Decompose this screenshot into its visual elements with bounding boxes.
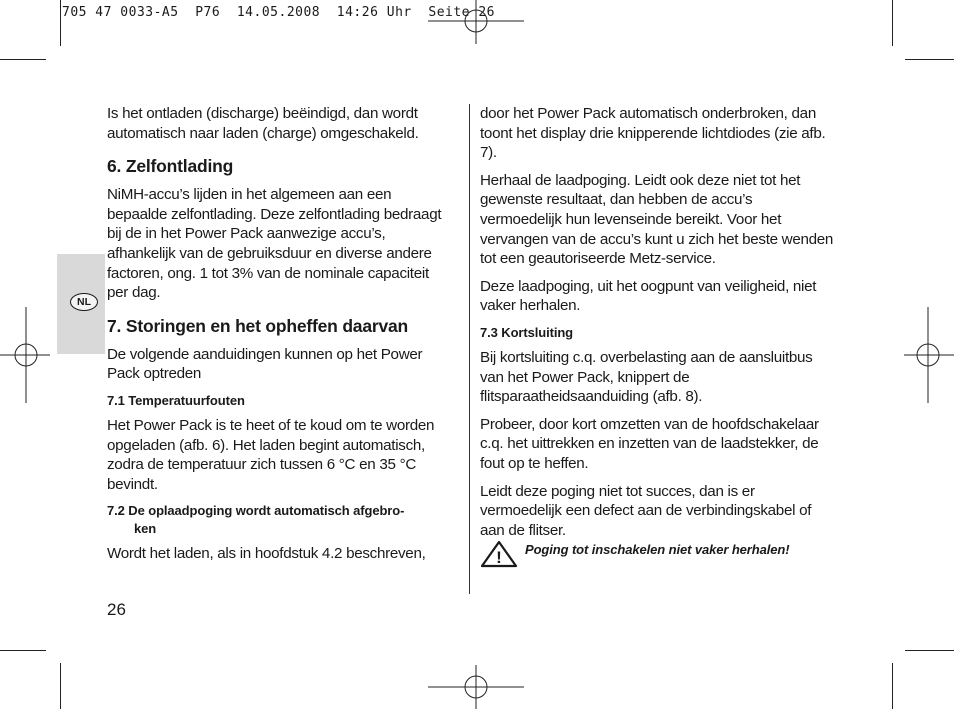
- subsection-7-2-title: De oplaadpoging wordt automatisch afgebro-: [128, 503, 405, 519]
- subsection-7-1-paragraph: Het Power Pack is te heet of te koud om te worden opgeladen (afb. 6). Het laden begint automatisch, zodra de temperatuur zich tussen 6 °C en 35 °C bevindt.: [107, 416, 435, 493]
- page-number: 26: [107, 600, 126, 619]
- continued-paragraph: door het Power Pack automatisch onderbroken, dan toont het display drie knipperende lichtdiodes (zie afb. 7).: [480, 105, 826, 162]
- warning-notice: [480, 540, 840, 570]
- crop-mark: [60, 0, 61, 46]
- subsection-7-2-title-continued: ken: [134, 521, 157, 537]
- column-divider: [469, 104, 470, 594]
- switch-paragraph: Probeer, door kort omzetten van de hoofdschakelaar c.q. het uittrekken en inzetten van de laadstekker, de fout op te heffen.: [480, 415, 819, 472]
- section-7-paragraph: De volgende aanduidingen kunnen op het Power Pack optreden: [107, 345, 423, 383]
- registration-mark-left: [0, 307, 50, 403]
- warning-triangle-icon: [480, 540, 518, 568]
- intro-paragraph: Is het ontladen (discharge) beëindigd, dan wordt automatisch naar laden (charge) omgeschakeld.: [107, 105, 419, 142]
- crop-mark: [905, 650, 954, 651]
- crop-mark: [60, 663, 61, 709]
- retry-paragraph: Herhaal de laadpoging. Leidt ook deze niet tot het gewenste resultaat, dan hebben de accu’s vermoedelijk hun levenseinde bereikt. Voor het vervangen van de accu’s kunt u zich het beste wenden tot een geautoriseerde Metz-service.: [480, 171, 834, 268]
- section-7-heading: 7. Storingen en het opheffen daarvan: [107, 315, 409, 336]
- crop-mark: [0, 650, 46, 651]
- section-6-paragraph: NiMH-accu’s lijden in het algemeen aan een bepaalde zelfontlading. Deze zelfontlading bedraagt bij de in het Power Pack aanwezige accu’s, afhankelijk van de gebruiksduur en diverse andere factoren, ong. 1 tot 3% van de nominale capaciteit per dag.: [107, 186, 442, 302]
- crop-mark: [0, 59, 46, 60]
- left-column: [107, 104, 452, 572]
- registration-mark-right: [904, 307, 954, 403]
- registration-mark-bottom: [428, 665, 524, 709]
- crop-mark: [892, 0, 893, 46]
- print-slug-header: 705 47 0033-A5 P76 14.05.2008 14:26 Uhr Seite 26: [62, 5, 495, 20]
- language-badge: NL: [70, 293, 98, 311]
- warning-symbol: !: [496, 548, 502, 567]
- section-6-heading: 6. Zelfontlading: [107, 156, 234, 177]
- crop-mark: [892, 663, 893, 709]
- subsection-7-2-paragraph: Wordt het laden, als in hoofdstuk 4.2 beschreven,: [107, 545, 426, 563]
- warning-text: Poging tot inschakelen niet vaker herhalen!: [525, 542, 790, 557]
- crop-mark: [905, 59, 954, 60]
- safety-paragraph: Deze laadpoging, uit het oogpunt van veiligheid, niet vaker herhalen.: [480, 277, 817, 315]
- short-circuit-paragraph: Bij kortsluiting c.q. overbelasting aan de aansluitbus van het Power Pack, knippert de flitsparaatheidsaanduiding (afb. 8).: [480, 348, 813, 406]
- registration-mark-top: [428, 0, 524, 44]
- subsection-7-1-heading: 7.1 Temperatuurfouten: [107, 392, 245, 408]
- subsection-7-2-number: 7.2: [107, 503, 125, 519]
- defect-paragraph: Leidt deze poging niet tot succes, dan is er vermoedelijk een defect aan de verbindingskabel of aan de flitser.: [480, 482, 812, 539]
- subsection-7-2-heading: [107, 502, 452, 538]
- right-column: [480, 104, 836, 548]
- subsection-7-3-heading: 7.3 Kortsluiting: [480, 324, 574, 340]
